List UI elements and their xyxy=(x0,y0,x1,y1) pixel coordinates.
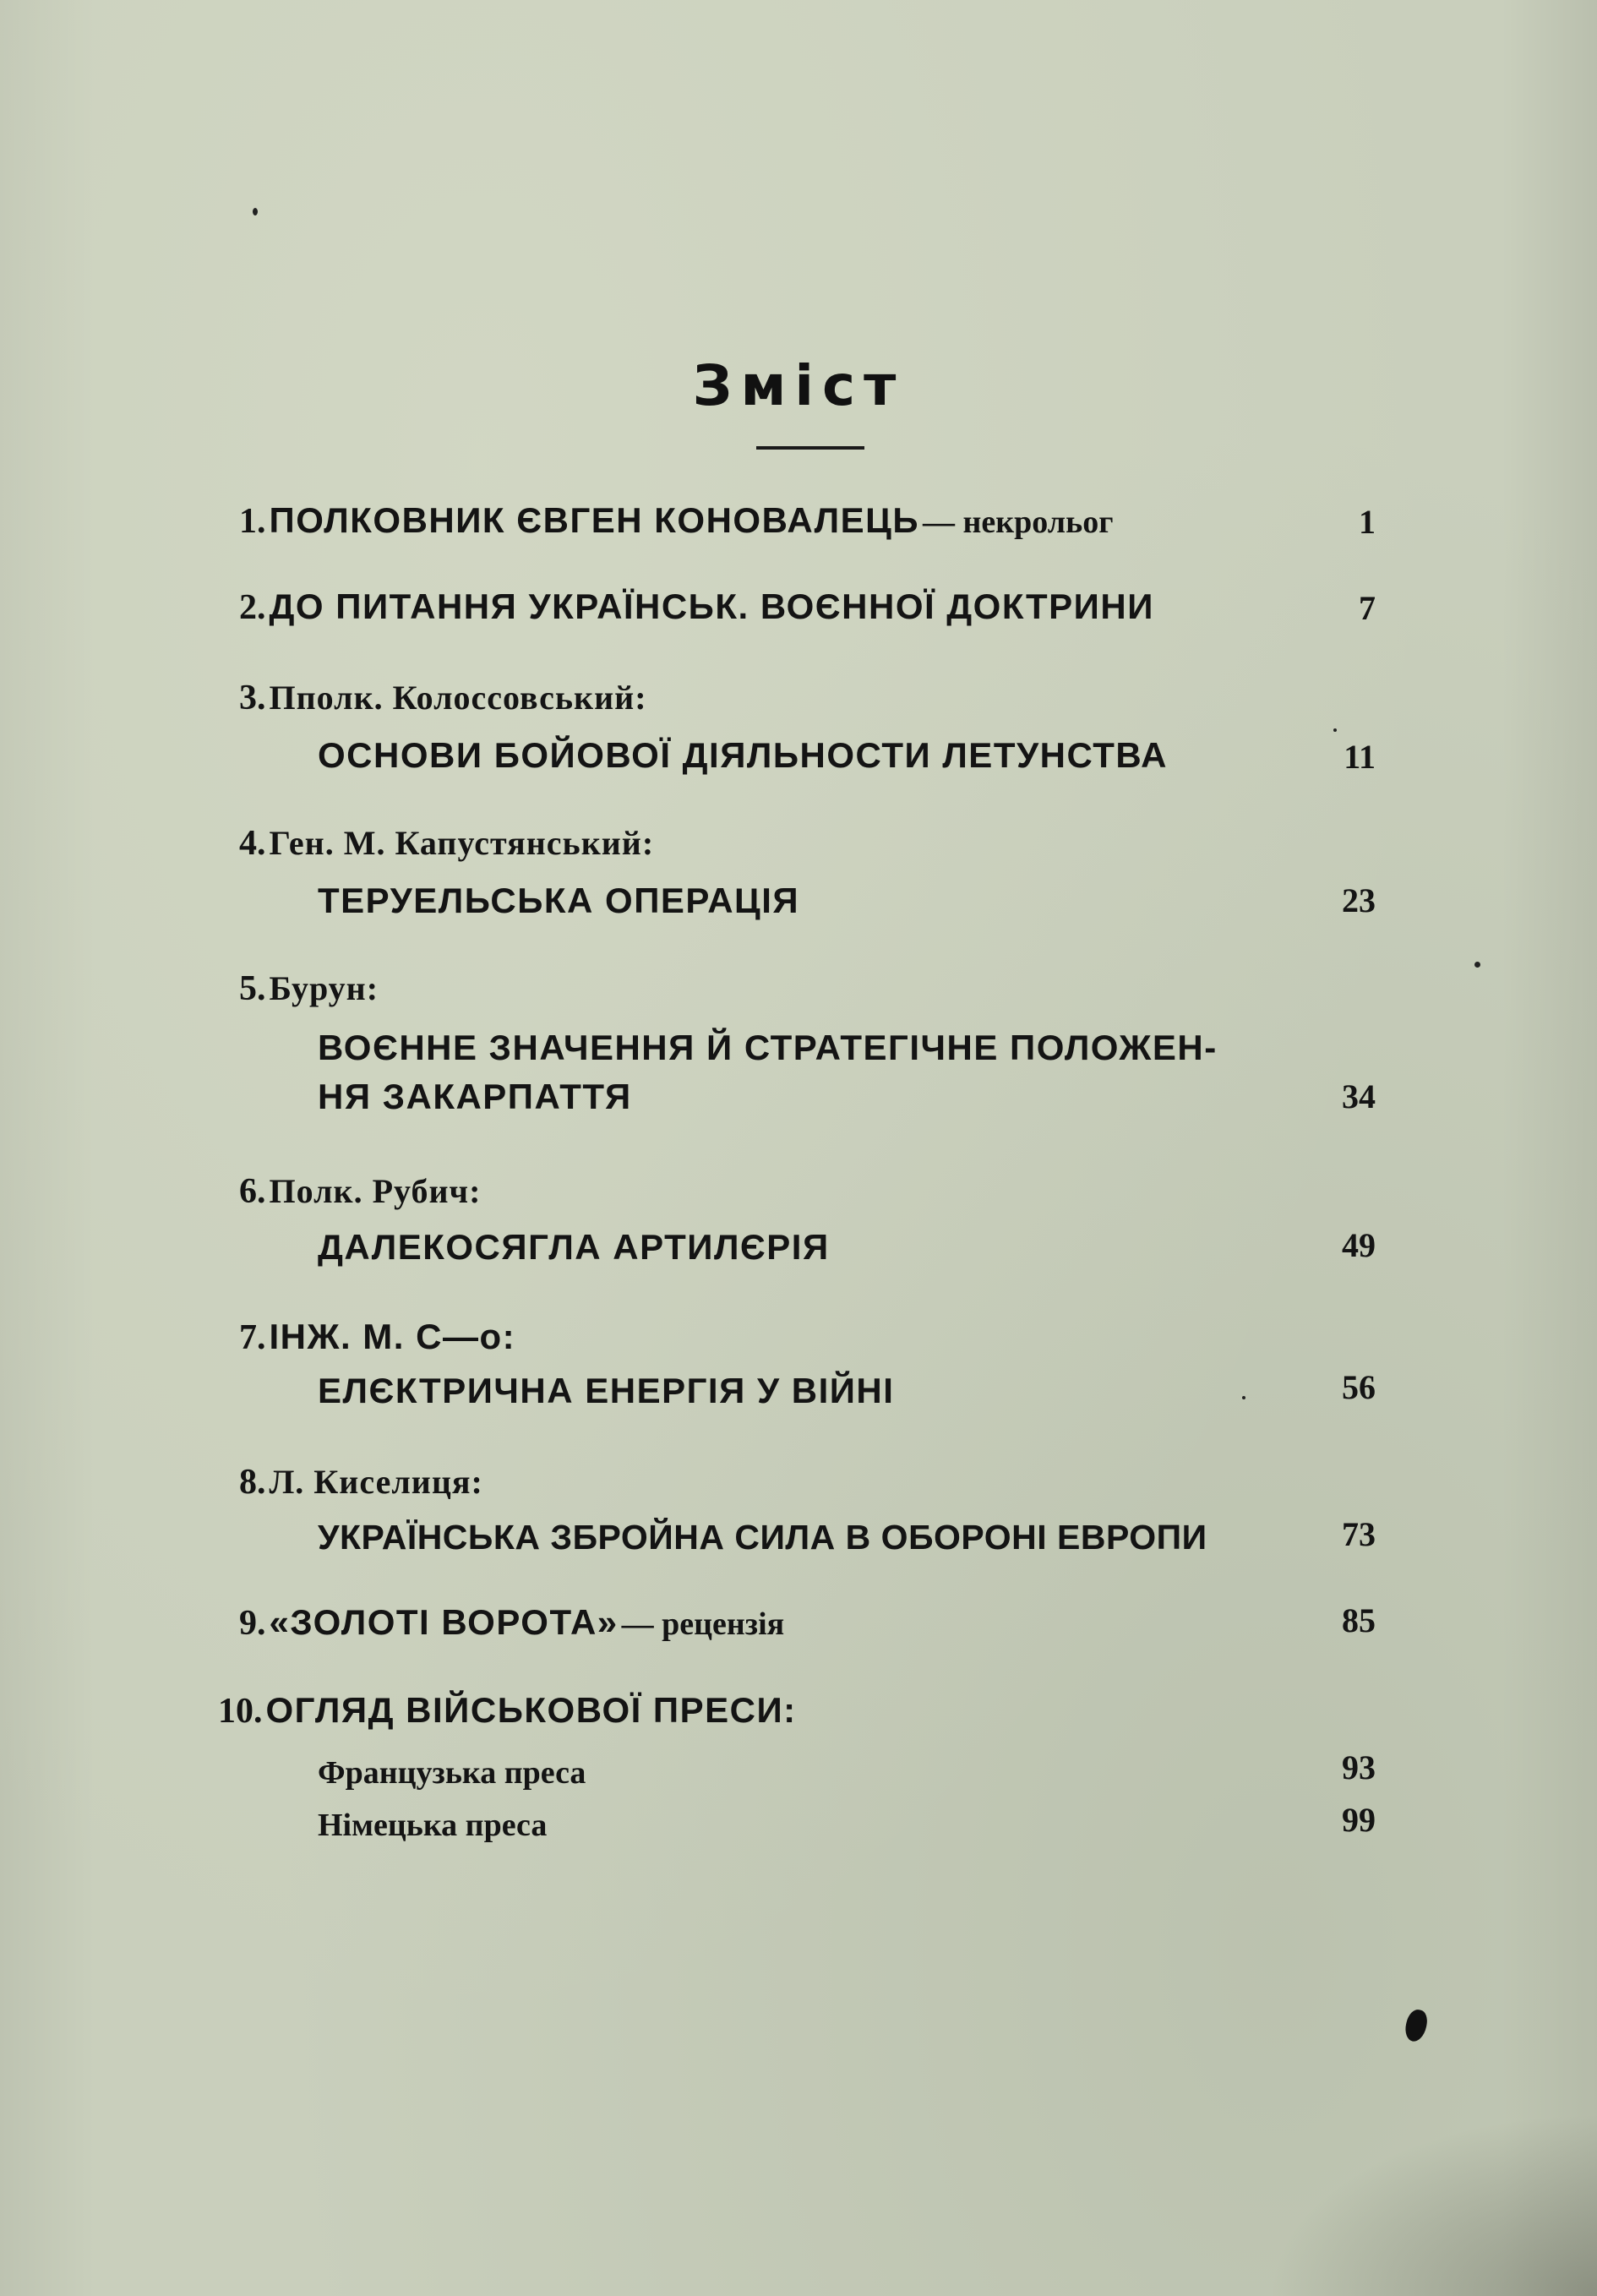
toc-entry-3-author xyxy=(239,678,647,718)
entry-title: ОСНОВИ БОЙОВОЇ ДІЯЛЬНОСТИ ЛЕТУНСТВА xyxy=(318,735,1168,775)
entry-page-number: 49 xyxy=(1342,1226,1376,1264)
entry-suffix: — рецензія xyxy=(621,1606,785,1642)
entry-page-number: 73 xyxy=(1342,1515,1376,1553)
entry-number: 9. xyxy=(239,1604,266,1643)
entry-page-number: 1 xyxy=(1359,503,1376,541)
toc-entry-9 xyxy=(239,1602,784,1644)
entry-title: ДО ПИТАННЯ УКРАЇНСЬК. ВОЄННОЇ ДОКТРИНИ xyxy=(269,586,1154,626)
toc-entry-4-author xyxy=(239,823,654,864)
entry-number: 1. xyxy=(239,502,266,541)
entry-author: Пполк. Колоссовський: xyxy=(269,679,647,717)
entry-title: «ЗОЛОТІ ВОРОТА» xyxy=(269,1602,619,1642)
entry-title: ОГЛЯД ВІЙСЬКОВОЇ ПРЕСИ: xyxy=(265,1690,797,1730)
sub-entry-page-number: 93 xyxy=(1342,1748,1376,1786)
entry-author: Ген. М. Капустянський: xyxy=(269,824,655,862)
entry-title: ПОЛКОВНИК ЄВГЕН КОНОВАЛЕЦЬ xyxy=(269,500,920,540)
entry-title-line-2: НЯ ЗАКАРПАТТЯ xyxy=(318,1077,632,1116)
entry-author: Л. Киселиця: xyxy=(269,1463,483,1501)
sub-entry-title: Німецька преса xyxy=(318,1808,548,1843)
entry-number: 2. xyxy=(239,588,266,627)
paper-speck xyxy=(1242,1396,1245,1399)
entry-suffix: — некрольог xyxy=(923,504,1114,540)
entry-page-number: 7 xyxy=(1359,589,1376,627)
toc-entry-7-author xyxy=(239,1317,515,1358)
toc-entry-10 xyxy=(218,1690,797,1732)
paper-speck xyxy=(1474,962,1480,968)
paper-speck xyxy=(253,208,258,215)
page-title: Зміст xyxy=(692,353,905,418)
entry-title: УКРАЇНСЬКА ЗБРОЙНА СИЛА В ОБОРОНІ ЕВРОПИ xyxy=(318,1518,1207,1557)
entry-number: 10. xyxy=(218,1692,263,1731)
entry-title-line-1: ВОЄННЕ ЗНАЧЕННЯ Й СТРАТЕГІЧНЕ ПОЛОЖЕН- xyxy=(318,1028,1218,1067)
entry-author: Бурун: xyxy=(269,969,379,1007)
entry-page-number: 23 xyxy=(1342,881,1376,919)
toc-entry-2 xyxy=(239,586,1154,628)
entry-number: 3. xyxy=(239,679,266,717)
entry-title: ДАЛЕКОСЯГЛА АРТИЛЄРІЯ xyxy=(318,1227,830,1267)
toc-entry-8-author xyxy=(239,1462,483,1502)
entry-number: 5. xyxy=(239,969,266,1008)
entry-page-number: 11 xyxy=(1344,738,1376,776)
toc-entry-1 xyxy=(239,500,1113,542)
entry-author: Полк. Рубич: xyxy=(269,1172,482,1210)
sub-entry-title: Французька преса xyxy=(318,1755,586,1791)
entry-page-number: 85 xyxy=(1342,1601,1376,1639)
toc-entry-6-author xyxy=(239,1171,481,1212)
paper-speck xyxy=(1333,728,1337,732)
entry-page-number: 34 xyxy=(1342,1077,1376,1115)
entry-number: 6. xyxy=(239,1172,266,1211)
entry-page-number: 56 xyxy=(1342,1368,1376,1406)
entry-author: ІНЖ. М. С—о: xyxy=(269,1317,516,1356)
entry-number: 7. xyxy=(239,1318,266,1357)
entry-number: 8. xyxy=(239,1463,266,1502)
entry-title: ТЕРУЕЛЬСЬКА ОПЕРАЦІЯ xyxy=(318,881,800,920)
entry-number: 4. xyxy=(239,824,266,863)
sub-entry-page-number: 99 xyxy=(1342,1801,1376,1839)
toc-entry-5-author xyxy=(239,968,379,1009)
entry-title: ЕЛЄКТРИЧНА ЕНЕРГІЯ У ВІЙНІ xyxy=(318,1371,895,1410)
